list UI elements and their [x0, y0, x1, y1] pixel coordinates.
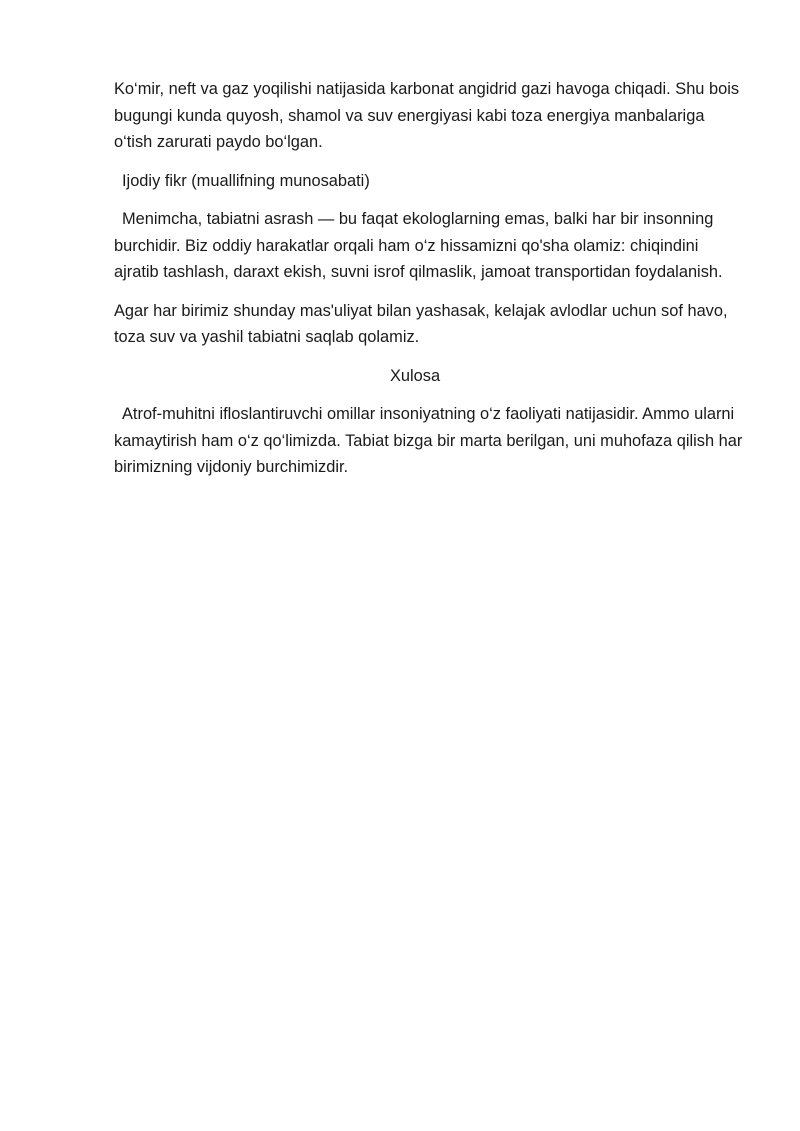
section-heading-creative-thought: Ijodiy fikr (muallifning munosabati) [122, 171, 370, 190]
paragraph-conclusion: Atrof-muhitni ifloslantiruvchi omillar insoniyatning o‘z faoliyati natijasidir. Ammo ularni kamaytirish ham o‘z qo‘limizda. Tabiat bizga bir marta berilgan, uni muhofaza qilish har birimizning vijdoniy burchimizdir. [114, 405, 743, 476]
section-heading-conclusion: Xulosa [389, 366, 441, 385]
document-body [114, 76, 746, 493]
paragraph-responsibility: Agar har birimiz shunday mas'uliyat bilan yashasak, kelajak avlodlar uchun sof havo, toza suv va yashil tabiatni saqlab qolamiz. [114, 301, 728, 346]
paragraph-fossil-fuels: Ko‘mir, neft va gaz yoqilishi natijasida karbonat angidrid gazi havoga chiqadi. Shu bois bugungi kunda quyosh, shamol va suv energiyasi kabi toza energiya manbalariga o‘tish zarurati paydo bo‘lgan. [114, 80, 740, 151]
paragraph-opinion: Menimcha, tabiatni asrash — bu faqat ekologlarning emas, balki har bir insonning burchidir. Biz oddiy harakatlar orqali ham o‘z hissamizni qo'sha olamiz: chiqindini ajratib tashlash, daraxt ekish, suvni isrof qilmaslik, jamoat transportidan foydalanish. [114, 210, 723, 281]
